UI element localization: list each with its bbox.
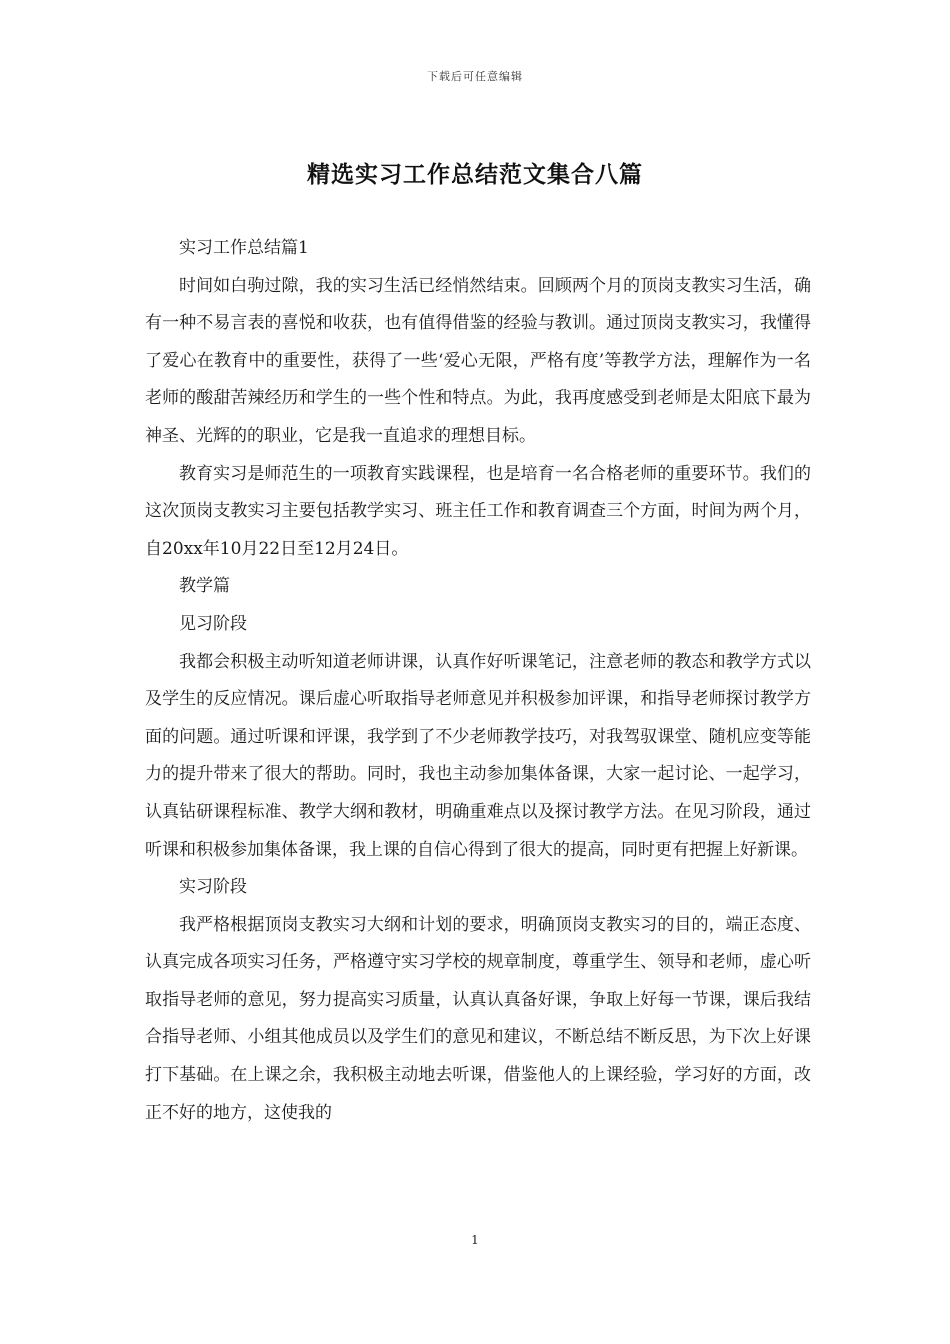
section-heading: 实习阶段 xyxy=(179,877,247,898)
section-heading: 教学篇 xyxy=(179,576,230,597)
paragraph: 时间如白驹过隙，我的实习生活已经悄然结束。回顾两个月的顶岗支教实习生活，确有一种不易言表的喜悦和收获，也有值得借鉴的经验与教训。通过顶岗支教实习，我懂得了爱心在教育中的重要性，获得了一些‘爱心无限，严格有度’等教学方法，理解作为一名老师的酸甜苦辣经历和学生的一些个性和特点。为此，我再度感受到老师是太阳底下最为神圣、光辉的的职业，它是我一直追求的理想目标。 xyxy=(145,275,811,446)
section-heading: 见习阶段 xyxy=(179,613,247,634)
paragraph: 我严格根据顶岗支教实习大纲和计划的要求，明确顶岗支教实习的目的，端正态度、认真完成各项实习任务，严格遵守实习学校的规章制度，尊重学生、领导和老师，虚心听取指导老师的意见，努力提高实习质量，认真认真备好课，争取上好每一节课，课后我结合指导老师、小组其他成员以及学生们的意见和建议，不断总结不断反思，为下次上好课打下基础。在上课之余，我积极主动地去听课，借鉴他人的上课经验，学习好的方面，改正不好的地方，这使我的 xyxy=(145,914,811,1123)
document-body xyxy=(145,230,811,1132)
page-number: 1 xyxy=(471,1233,479,1247)
section-heading: 实习工作总结篇1 xyxy=(179,238,309,258)
paragraph: 我都会积极主动听知道老师讲课，认真作好听课笔记，注意老师的教态和教学方式以及学生的反应情况。课后虚心听取指导老师意见并积极参加评课，和指导老师探讨教学方面的问题。通过听课和评课，我学到了不少老师教学技巧，对我驾驭课堂、随机应变等能力的提升带来了很大的帮助。同时，我也主动参加集体备课，大家一起讨论、一起学习，认真钻研课程标准、教学大纲和教材，明确重难点以及探讨教学方法。在见习阶段，通过听课和积极参加集体备课，我上课的自信心得到了很大的提高，同时更有把握上好新课。 xyxy=(145,651,811,860)
header-note: 下载后可任意编辑 xyxy=(427,70,523,83)
document-title: 精选实习工作总结范文集合八篇 xyxy=(307,161,643,188)
paragraph: 教育实习是师范生的一项教育实践课程，也是培育一名合格老师的重要环节。我们的这次顶岗支教实习主要包括教学实习、班主任工作和教育调查三个方面，时间为两个月，自20xx年10月22日至12月24日。 xyxy=(145,463,811,559)
